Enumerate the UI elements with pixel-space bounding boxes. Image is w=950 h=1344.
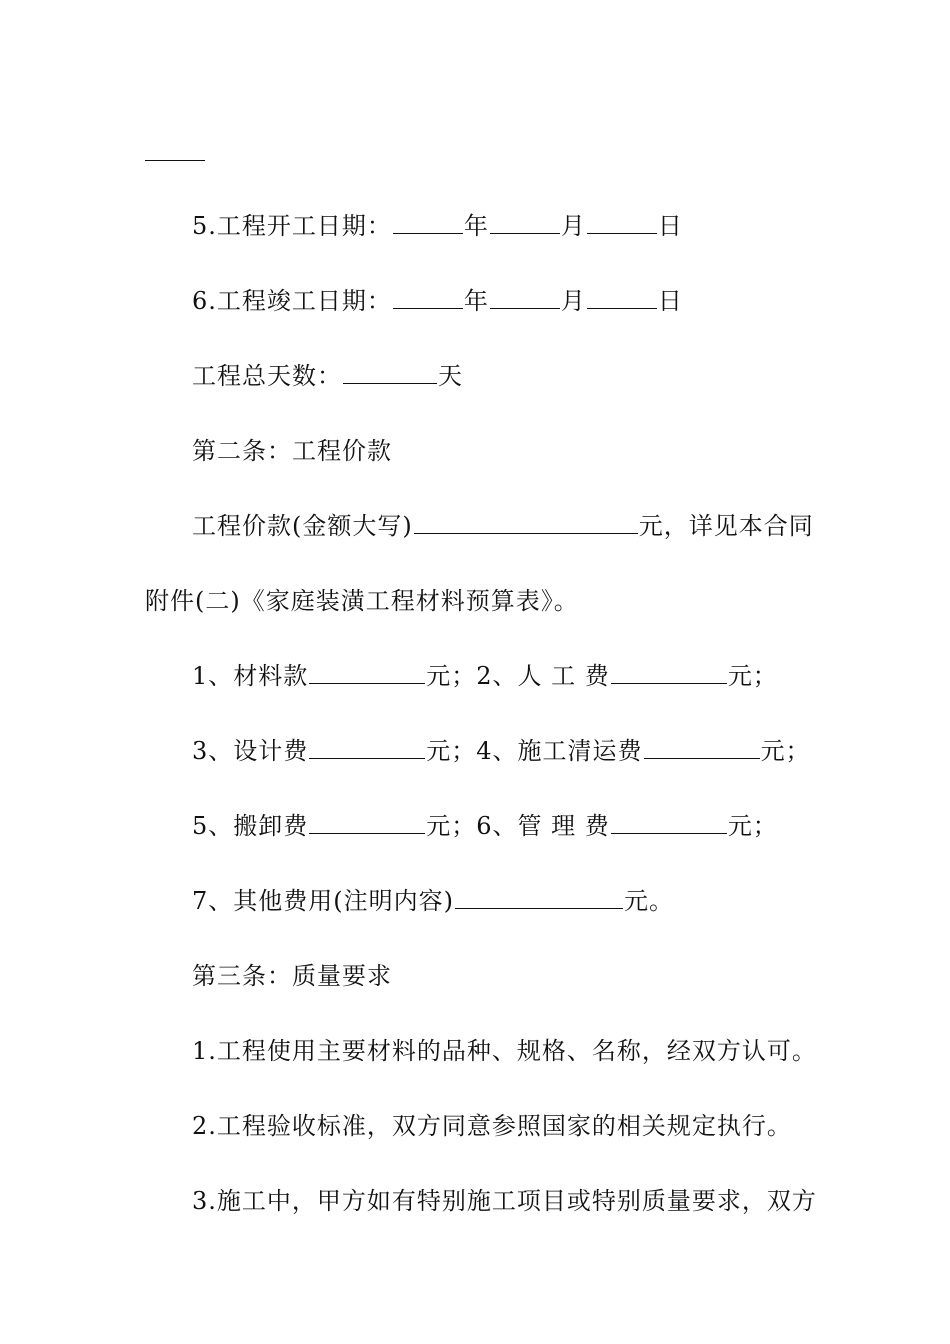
start-year-blank	[393, 211, 463, 234]
total-days-line	[192, 360, 463, 392]
management-fee-blank	[611, 811, 727, 834]
top-fill-blank	[145, 160, 205, 161]
month-label: 月	[560, 212, 586, 240]
quality-item-1-text: 1.工程使用主要材料的品种、规格、名称，经双方认可。	[192, 1037, 817, 1065]
day-label: 日	[657, 287, 683, 315]
fee-line-1	[192, 660, 778, 692]
price-line	[192, 510, 814, 542]
end-date-label: 6.工程竣工日期：	[192, 287, 392, 315]
other-fee-unit: 元。	[624, 887, 674, 915]
article-two-heading	[192, 435, 392, 467]
price-amount-blank	[414, 511, 638, 534]
material-fee-blank	[309, 661, 425, 684]
cleanup-fee-label: 元；4、施工清运费	[426, 737, 643, 765]
quality-item-3-text: 3.施工中，甲方如有特别施工项目或特别质量要求，双方	[192, 1187, 817, 1215]
price-label: 工程价款(金额大写)	[192, 512, 413, 540]
attachment-text: 附件(二)《家庭装潢工程材料预算表》。	[145, 587, 579, 615]
cleanup-fee-blank	[644, 736, 760, 759]
article-three-text: 第三条：质量要求	[192, 962, 392, 990]
start-day-blank	[587, 211, 657, 234]
quality-item-3	[192, 1185, 817, 1217]
other-fee-line	[192, 885, 674, 917]
days-unit: 天	[438, 362, 463, 390]
design-fee-blank	[309, 736, 425, 759]
year-label: 年	[463, 212, 489, 240]
end-day-blank	[587, 286, 657, 309]
article-three-heading	[192, 960, 392, 992]
end-year-blank	[393, 286, 463, 309]
fee-unit: 元；	[727, 812, 778, 840]
fee-unit: 元；	[727, 662, 778, 690]
labor-fee-blank	[611, 661, 727, 684]
quality-item-2-text: 2.工程验收标准，双方同意参照国家的相关规定执行。	[192, 1112, 792, 1140]
fee-line-3	[192, 810, 778, 842]
quality-item-1	[192, 1035, 817, 1067]
management-fee-label: 元；6、管 理 费	[426, 812, 610, 840]
moving-fee-label: 5、搬卸费	[192, 812, 309, 840]
day-label: 日	[657, 212, 683, 240]
fee-line-2	[192, 735, 811, 767]
month-label: 月	[560, 287, 586, 315]
article-two-text: 第二条：工程价款	[192, 437, 392, 465]
total-days-blank	[343, 361, 437, 384]
total-days-label: 工程总天数：	[192, 362, 342, 390]
labor-fee-label: 元；2、人 工 费	[426, 662, 610, 690]
start-date-line	[192, 210, 683, 242]
end-month-blank	[490, 286, 560, 309]
other-fee-blank	[455, 886, 623, 909]
design-fee-label: 3、设计费	[192, 737, 309, 765]
start-date-label: 5.工程开工日期：	[192, 212, 392, 240]
year-label: 年	[463, 287, 489, 315]
fee-unit: 元；	[760, 737, 811, 765]
end-date-line	[192, 285, 683, 317]
start-month-blank	[490, 211, 560, 234]
attachment-line	[145, 585, 579, 617]
price-tail: 元，详见本合同	[638, 512, 814, 540]
quality-item-2	[192, 1110, 792, 1142]
moving-fee-blank	[309, 811, 425, 834]
material-fee-label: 1、材料款	[192, 662, 309, 690]
other-fee-label: 7、其他费用(注明内容)	[192, 887, 454, 915]
